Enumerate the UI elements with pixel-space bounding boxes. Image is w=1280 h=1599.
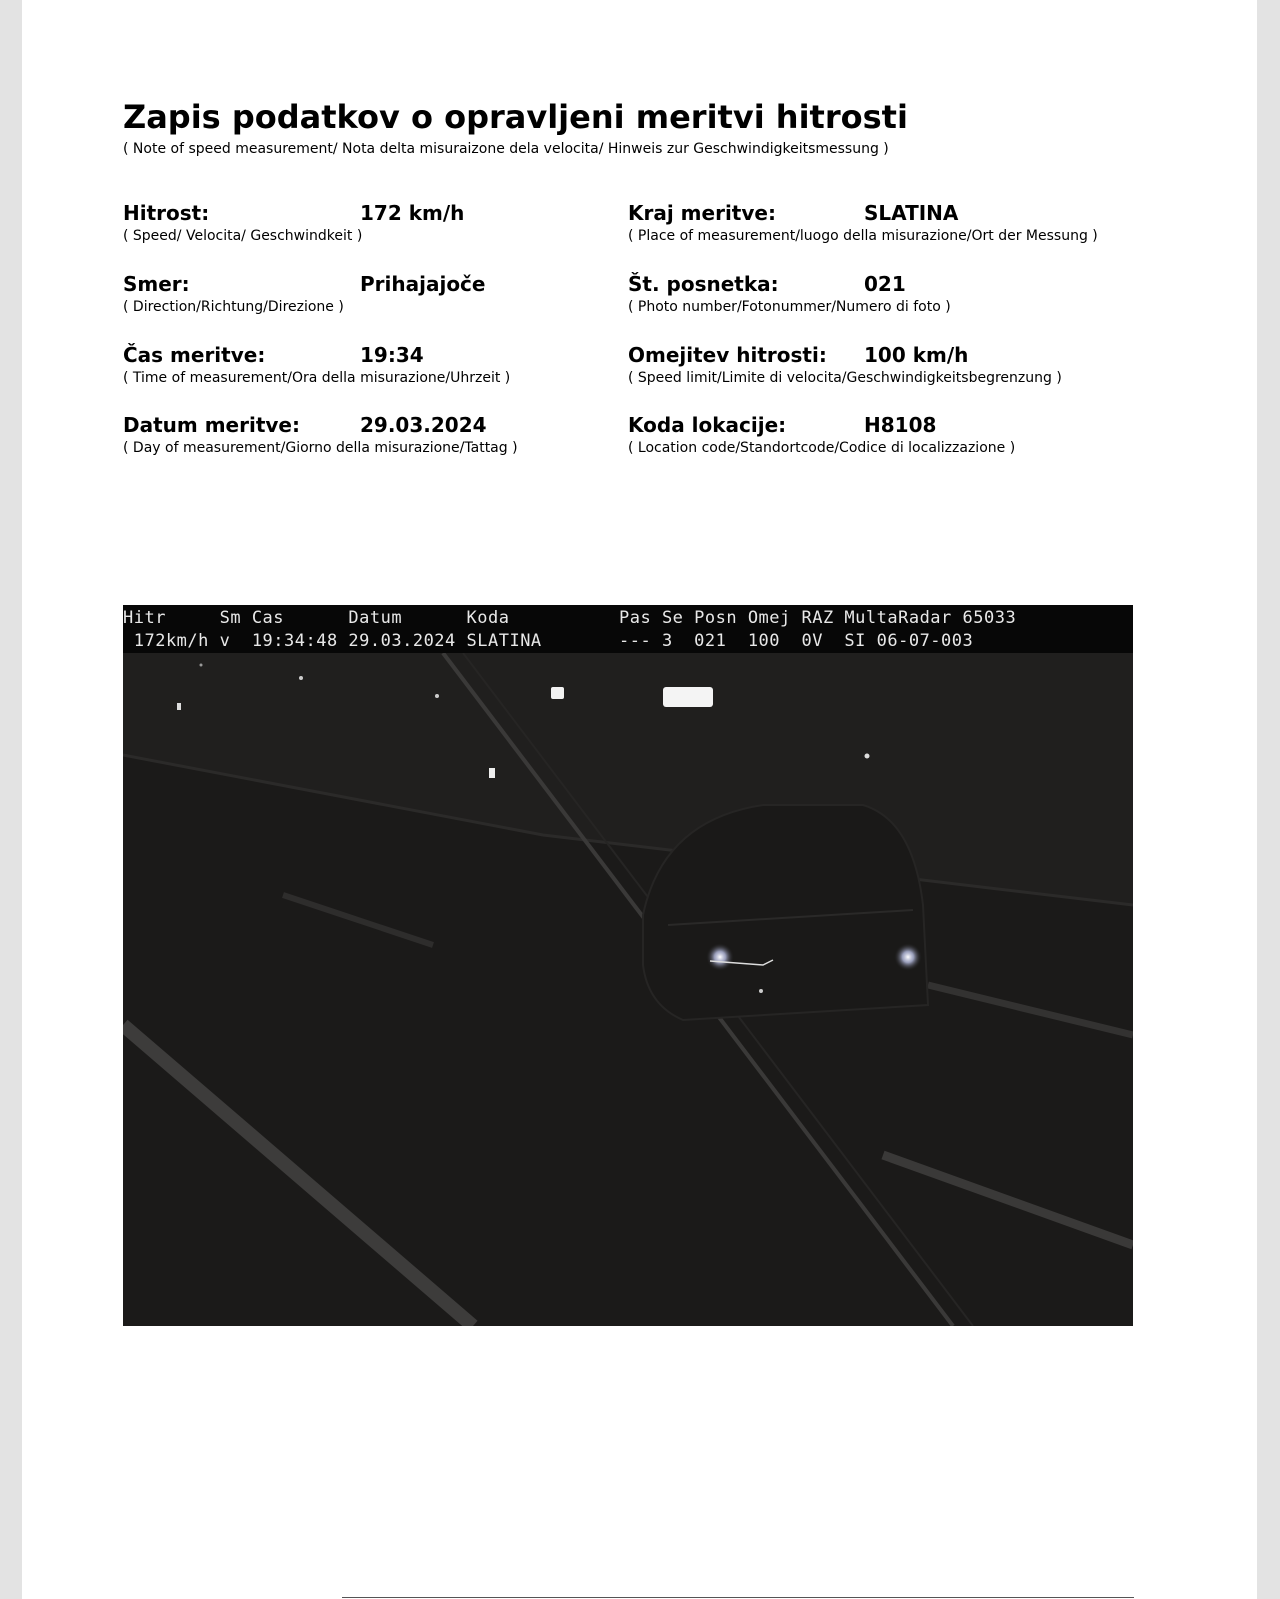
document-title: Zapis podatkov o opravljeni meritvi hitrosti — [123, 98, 908, 136]
field-photo-number — [628, 272, 1148, 322]
signature-line — [342, 1597, 1134, 1598]
field-direction — [123, 272, 583, 322]
field-label: Omejitev hitrosti: — [628, 343, 827, 367]
field-label: Št. posnetka: — [628, 272, 779, 296]
radar-data-overlay — [123, 605, 1133, 653]
document-subtitle: ( Note of speed measurement/ Nota delta misuraizone dela velocita/ Hinweis zur Geschwindigkeitsmessung ) — [123, 141, 889, 157]
overlay-values-right: --- 3 021 100 0V SI 06-07-003 — [619, 631, 974, 651]
field-value: H8108 — [864, 413, 937, 437]
field-description: ( Speed/ Velocita/ Geschwindkeit ) — [123, 228, 363, 244]
field-date — [123, 413, 583, 463]
field-label: Čas meritve: — [123, 343, 266, 367]
field-description: ( Direction/Richtung/Direzione ) — [123, 299, 344, 315]
field-time — [123, 343, 583, 393]
field-value: 172 km/h — [360, 201, 465, 225]
overlay-header-left: Hitr Sm Cas Datum Koda — [123, 608, 510, 628]
field-description: ( Location code/Standortcode/Codice di localizzazione ) — [628, 440, 1016, 456]
field-value: SLATINA — [864, 201, 959, 225]
overlay-values-left: 172km/h v 19:34:48 29.03.2024 SLATINA — [123, 631, 542, 651]
field-value: 19:34 — [360, 343, 424, 367]
field-label: Hitrost: — [123, 201, 210, 225]
field-description: ( Photo number/Fotonummer/Numero di foto ) — [628, 299, 951, 315]
field-description: ( Day of measurement/Giorno della misurazione/Tattag ) — [123, 440, 518, 456]
field-label: Kraj meritve: — [628, 201, 776, 225]
radar-photo — [123, 605, 1133, 1326]
field-place — [628, 201, 1148, 251]
headlight-right — [894, 943, 922, 971]
document-page — [22, 0, 1257, 1599]
headlight-left — [706, 943, 734, 971]
field-description: ( Place of measurement/luogo della misurazione/Ort der Messung ) — [628, 228, 1098, 244]
field-value: 100 km/h — [864, 343, 969, 367]
field-value: 29.03.2024 — [360, 413, 487, 437]
field-value: 021 — [864, 272, 906, 296]
field-description: ( Speed limit/Limite di velocita/Geschwindigkeitsbegrenzung ) — [628, 370, 1062, 386]
field-speed-limit — [628, 343, 1148, 393]
field-label: Smer: — [123, 272, 190, 296]
field-location-code — [628, 413, 1148, 463]
overlay-header-right: Pas Se Posn Omej RAZ MultaRadar 65033 — [619, 608, 1017, 628]
field-label: Koda lokacije: — [628, 413, 787, 437]
field-label: Datum meritve: — [123, 413, 300, 437]
night-road-scene — [123, 605, 1133, 1326]
field-value: Prihajajoče — [360, 272, 486, 296]
field-speed — [123, 201, 583, 251]
field-description: ( Time of measurement/Ora della misurazione/Uhrzeit ) — [123, 370, 511, 386]
